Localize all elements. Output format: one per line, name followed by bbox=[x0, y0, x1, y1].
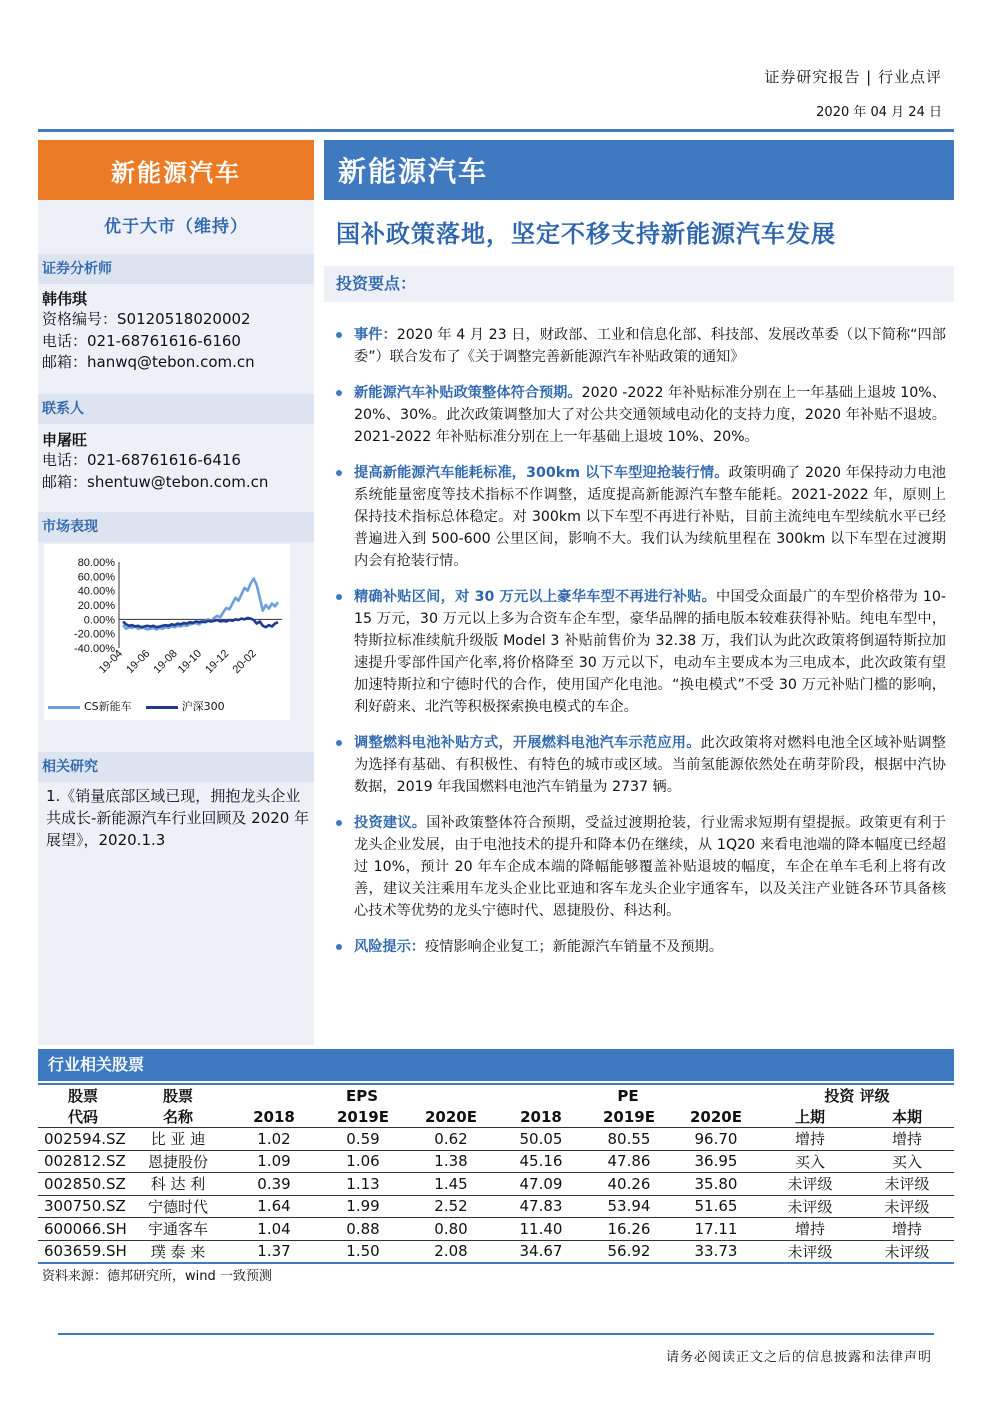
bottom-divider bbox=[58, 1333, 934, 1335]
table-cell: 1.64 bbox=[257, 1197, 291, 1216]
contact-name: 申屠旺 bbox=[42, 431, 88, 449]
table-cell: 34.67 bbox=[519, 1242, 563, 1260]
table-cell: 600066.SH bbox=[44, 1219, 127, 1238]
x-tick-label: 19-06 bbox=[124, 647, 153, 677]
table-cell: 47.83 bbox=[519, 1197, 563, 1216]
table-cell: 1.38 bbox=[434, 1152, 468, 1171]
table-cell: 1.02 bbox=[257, 1129, 291, 1148]
table-cell: 未评级 bbox=[787, 1197, 833, 1216]
key-point-lead: 投资建议。 bbox=[354, 815, 427, 831]
report-type: 证券研究报告 | 行业点评 bbox=[764, 68, 942, 86]
table-cell: 35.80 bbox=[694, 1174, 738, 1193]
table-row bbox=[38, 1173, 954, 1196]
analyst-phone: 电话：021-68761616-6160 bbox=[42, 332, 241, 350]
table-header-row bbox=[38, 1084, 954, 1106]
chart-legend bbox=[48, 698, 225, 714]
table-cell: 40.26 bbox=[607, 1174, 651, 1193]
table-cell: 增持 bbox=[891, 1220, 922, 1239]
table-cell: 1.50 bbox=[346, 1242, 380, 1260]
x-tick-label: 19-12 bbox=[203, 647, 232, 677]
table-cell: 50.05 bbox=[519, 1129, 563, 1148]
key-point bbox=[334, 382, 946, 448]
table-cell: 16.26 bbox=[607, 1219, 651, 1238]
analyst-name: 韩伟琪 bbox=[42, 290, 88, 308]
table-row bbox=[38, 1195, 954, 1218]
table-header-row bbox=[38, 1106, 954, 1128]
table-cell: 买入 bbox=[891, 1152, 922, 1171]
table-cell: 2.52 bbox=[434, 1197, 468, 1216]
table-row bbox=[38, 1128, 954, 1151]
key-point-text: 2020 年 4 月 23 日，财政部、工业和信息化部、科技部、发展改革委（以下简称“四部委”）联合发布了《关于调整完善新能源汽车补贴政策的通知》 bbox=[354, 327, 946, 365]
table-cell: 宇通客车 bbox=[147, 1220, 208, 1239]
y-tick-label: 40.00% bbox=[77, 585, 115, 598]
key-point-text: 国补政策整体符合预期，受益过渡期抢装，行业需求短期有望提振。政策更有利于龙头企业发展，由于电池技术的提升和降本仍在继续，从 1Q20 来看电池端的降本幅度已经超过 10%，预计 20 年车企成本端的降幅能够覆盖补贴退坡的幅度，车企在单车毛利上将有改善，建议关注乘用车龙头企业比亚迪和客车龙头企业宇通客车，以及关注产业链各环节具备核心技术等优势的龙头宁德时代、恩捷股份、科达利。 bbox=[354, 815, 946, 919]
table-cell: 增持 bbox=[891, 1130, 922, 1149]
key-point-text: 政策明确了 2020 年保持动力电池系统能量密度等技术指标不作调整，适度提高新能源汽车整车能耗。2021-2022 年，原则上保持技术指标总体稳定。对 300km 以下车型不再进行补贴，目前主流纯电车型续航水平已经普遍进入到 500-600 公里区间，影响不大。我们认为续航里程在 300km 以下车型在过渡期内会有抢装行情。 bbox=[354, 465, 946, 569]
table-cell: 恩捷股份 bbox=[147, 1152, 208, 1171]
col-head: 2020E bbox=[406, 1106, 496, 1128]
table-cell: 96.70 bbox=[694, 1129, 738, 1148]
table-cell: 2.08 bbox=[434, 1242, 468, 1260]
legend-item-hs300 bbox=[146, 698, 225, 714]
table-cell: 1.04 bbox=[257, 1219, 291, 1238]
table-cell: 买入 bbox=[794, 1152, 825, 1171]
col-head-eps: EPS bbox=[228, 1084, 496, 1106]
table-cell: 未评级 bbox=[884, 1175, 930, 1194]
title-bar: 新能源汽车 bbox=[324, 140, 954, 200]
y-tick-label: 20.00% bbox=[77, 600, 115, 612]
related-research-item[interactable]: 1.《销量底部区域已现，拥抱龙头企业共成长-新能源汽车行业回顾及 2020 年展望》，2020.1.3 bbox=[46, 787, 310, 849]
table-cell: 0.80 bbox=[434, 1219, 468, 1238]
key-point-text: 中国受众面最广的车型价格带为 10-15 万元，30 万元以上多为合资车企车型，豪华品牌的插电版本较难获得补贴。纯电车型中，特斯拉标准续航升级版 Model 3 补贴前售价为 32.38 万，我们认为此次政策将倒逼特斯拉加速提升零部件国产化率,将价格降至 30 万元以下，电动车主要成本为三电成本，此次政策有望加速特斯拉和宁德时代的合作，使用国产化电池。“换电模式”不受 30 万元补贴门槛的影响，利好蔚来、北汽等积极探索换电模式的车企。 bbox=[354, 589, 946, 715]
table-cell: 1.37 bbox=[257, 1242, 291, 1260]
table-source: 资料来源：德邦研究所，wind 一致预测 bbox=[42, 1269, 272, 1284]
table-cell: 1.13 bbox=[346, 1174, 380, 1193]
table-cell: 比 亚 迪 bbox=[150, 1130, 206, 1149]
table-cell: 53.94 bbox=[607, 1197, 651, 1216]
key-point bbox=[334, 732, 946, 798]
table-cell: 47.09 bbox=[519, 1174, 563, 1193]
table-cell: 科 达 利 bbox=[150, 1175, 206, 1194]
rating: 优于大市（维持） bbox=[104, 217, 248, 237]
table-cell: 002850.SZ bbox=[44, 1174, 126, 1193]
key-points-list bbox=[334, 324, 946, 972]
analyst-heading: 证券分析师 bbox=[38, 254, 314, 284]
disclaimer[interactable]: 请务必阅读正文之后的信息披露和法律声明 bbox=[665, 1350, 932, 1365]
col-head: 名称 bbox=[128, 1106, 228, 1128]
col-head: 2020E bbox=[672, 1106, 760, 1128]
table-cell: 300750.SZ bbox=[44, 1197, 126, 1216]
key-points-heading: 投资要点： bbox=[324, 266, 954, 302]
key-point bbox=[334, 462, 946, 572]
y-tick-label: 60.00% bbox=[77, 571, 115, 584]
key-point-text: 此次政策将对燃料电池全区域补贴调整为选择有基础、有积极性、有特色的城市或区域。当前氢能源依然处在萌芽阶段，根据中汽协数据，2019 年我国燃料电池汽车销量为 2737 辆。 bbox=[354, 735, 946, 795]
related-heading: 相关研究 bbox=[38, 752, 314, 782]
key-point bbox=[334, 936, 946, 958]
table-cell: 47.86 bbox=[607, 1152, 651, 1171]
col-head: 本期 bbox=[860, 1106, 954, 1128]
contact-heading: 联系人 bbox=[38, 394, 314, 424]
top-divider bbox=[38, 129, 954, 132]
col-head-code-top: 股票 bbox=[38, 1084, 128, 1106]
x-tick-label: 20-02 bbox=[230, 647, 259, 677]
key-point bbox=[334, 324, 946, 368]
col-head: 2018 bbox=[228, 1106, 320, 1128]
legend-label-hs300: 沪深300 bbox=[181, 700, 225, 713]
table-cell: 36.95 bbox=[694, 1152, 738, 1171]
table-cell: 1.06 bbox=[346, 1152, 380, 1171]
table-row bbox=[38, 1240, 954, 1263]
table-row bbox=[38, 1218, 954, 1241]
sector-label: 新能源汽车 bbox=[38, 140, 314, 200]
table-cell: 0.39 bbox=[257, 1174, 291, 1193]
legend-swatch-csnev bbox=[48, 706, 80, 709]
table-cell: 璞 泰 来 bbox=[150, 1242, 206, 1261]
col-head-pe: PE bbox=[496, 1084, 760, 1106]
table-cell: 80.55 bbox=[607, 1129, 651, 1148]
col-head: 2019E bbox=[586, 1106, 672, 1128]
contact-email[interactable]: 邮箱：shentuw@tebon.com.cn bbox=[42, 473, 269, 491]
table-cell: 未评级 bbox=[884, 1197, 930, 1216]
table-cell: 17.11 bbox=[694, 1219, 738, 1238]
col-head: 2019E bbox=[320, 1106, 406, 1128]
y-tick-label: -20.00% bbox=[74, 628, 115, 641]
contact-phone: 电话：021-68761616-6416 bbox=[42, 451, 241, 469]
x-tick-label: 19-08 bbox=[151, 647, 180, 677]
table-cell: 未评级 bbox=[884, 1242, 930, 1261]
key-point bbox=[334, 812, 946, 922]
table-row bbox=[38, 1150, 954, 1173]
table-cell: 002812.SZ bbox=[44, 1152, 126, 1171]
legend-item-csnev bbox=[48, 698, 132, 714]
stocks-table bbox=[38, 1083, 954, 1264]
table-cell: 603659.SH bbox=[44, 1242, 127, 1260]
table-cell: 11.40 bbox=[519, 1219, 563, 1238]
table-cell: 未评级 bbox=[787, 1242, 833, 1261]
key-point-text: 2020 -2022 年补贴标准分别在上一年基础上退坡 10%、20%、30%。此次政策调整加大了对公共交通领域电动化的支持力度，2020 年补贴不退坡。2021-2022 年补贴标准分别在上一年基础上退坡 10%、20%。 bbox=[354, 385, 946, 445]
col-head-name-top: 股票 bbox=[128, 1084, 228, 1106]
y-tick-label: 0.00% bbox=[83, 614, 115, 627]
analyst-email[interactable]: 邮箱：hanwq@tebon.com.cn bbox=[42, 353, 255, 371]
key-point-lead: 风险提示： bbox=[354, 939, 425, 955]
table-cell: 未评级 bbox=[787, 1175, 833, 1194]
col-head-rating: 投资 评级 bbox=[760, 1084, 954, 1106]
key-point-text: 疫情影响企业复工；新能源汽车销量不及预期。 bbox=[424, 939, 723, 955]
table-cell: 增持 bbox=[794, 1220, 825, 1239]
table-cell: 33.73 bbox=[694, 1242, 738, 1260]
key-point-lead: 提高新能源汽车能耗标准，300km 以下车型迎抢装行情。 bbox=[354, 465, 729, 481]
table-cell: 51.65 bbox=[694, 1197, 738, 1216]
headline: 国补政策落地，坚定不移支持新能源汽车发展 bbox=[336, 220, 836, 248]
table-cell: 0.88 bbox=[346, 1219, 380, 1238]
col-head: 代码 bbox=[38, 1106, 128, 1128]
table-cell: 56.92 bbox=[607, 1242, 651, 1260]
x-tick-label: 19-04 bbox=[96, 647, 126, 677]
table-cell: 宁德时代 bbox=[147, 1197, 208, 1216]
legend-label-csnev: CS新能车 bbox=[84, 700, 132, 713]
report-date: 2020 年 04 月 24 日 bbox=[816, 105, 942, 120]
key-point-lead: 新能源汽车补贴政策整体符合预期。 bbox=[354, 385, 582, 401]
col-head: 上期 bbox=[760, 1106, 860, 1128]
table-cell: 1.45 bbox=[434, 1174, 468, 1193]
y-tick-label: -40.00% bbox=[74, 643, 115, 655]
table-cell: 1.99 bbox=[346, 1197, 380, 1216]
legend-swatch-hs300 bbox=[146, 706, 178, 709]
chart-svg bbox=[44, 544, 290, 720]
table-cell: 0.59 bbox=[346, 1129, 380, 1148]
market-heading: 市场表现 bbox=[38, 512, 314, 542]
key-point bbox=[334, 586, 946, 718]
key-point-lead: 事件： bbox=[354, 327, 397, 343]
col-head: 2018 bbox=[496, 1106, 586, 1128]
key-point-lead: 调整燃料电池补贴方式，开展燃料电池汽车示范应用。 bbox=[354, 735, 701, 751]
table-cell: 45.16 bbox=[519, 1152, 563, 1171]
y-tick-label: 80.00% bbox=[77, 557, 115, 569]
table-cell: 增持 bbox=[794, 1130, 825, 1149]
table-cell: 002594.SZ bbox=[44, 1129, 126, 1148]
analyst-license: 资格编号：S0120518020002 bbox=[42, 310, 251, 328]
stocks-heading: 行业相关股票 bbox=[38, 1049, 954, 1081]
market-chart bbox=[44, 544, 290, 720]
table-cell: 0.62 bbox=[434, 1129, 468, 1148]
key-point-lead: 精确补贴区间，对 30 万元以上豪华车型不再进行补贴。 bbox=[354, 589, 717, 605]
x-tick-label: 19-10 bbox=[175, 647, 205, 677]
table-cell: 1.09 bbox=[257, 1152, 291, 1171]
